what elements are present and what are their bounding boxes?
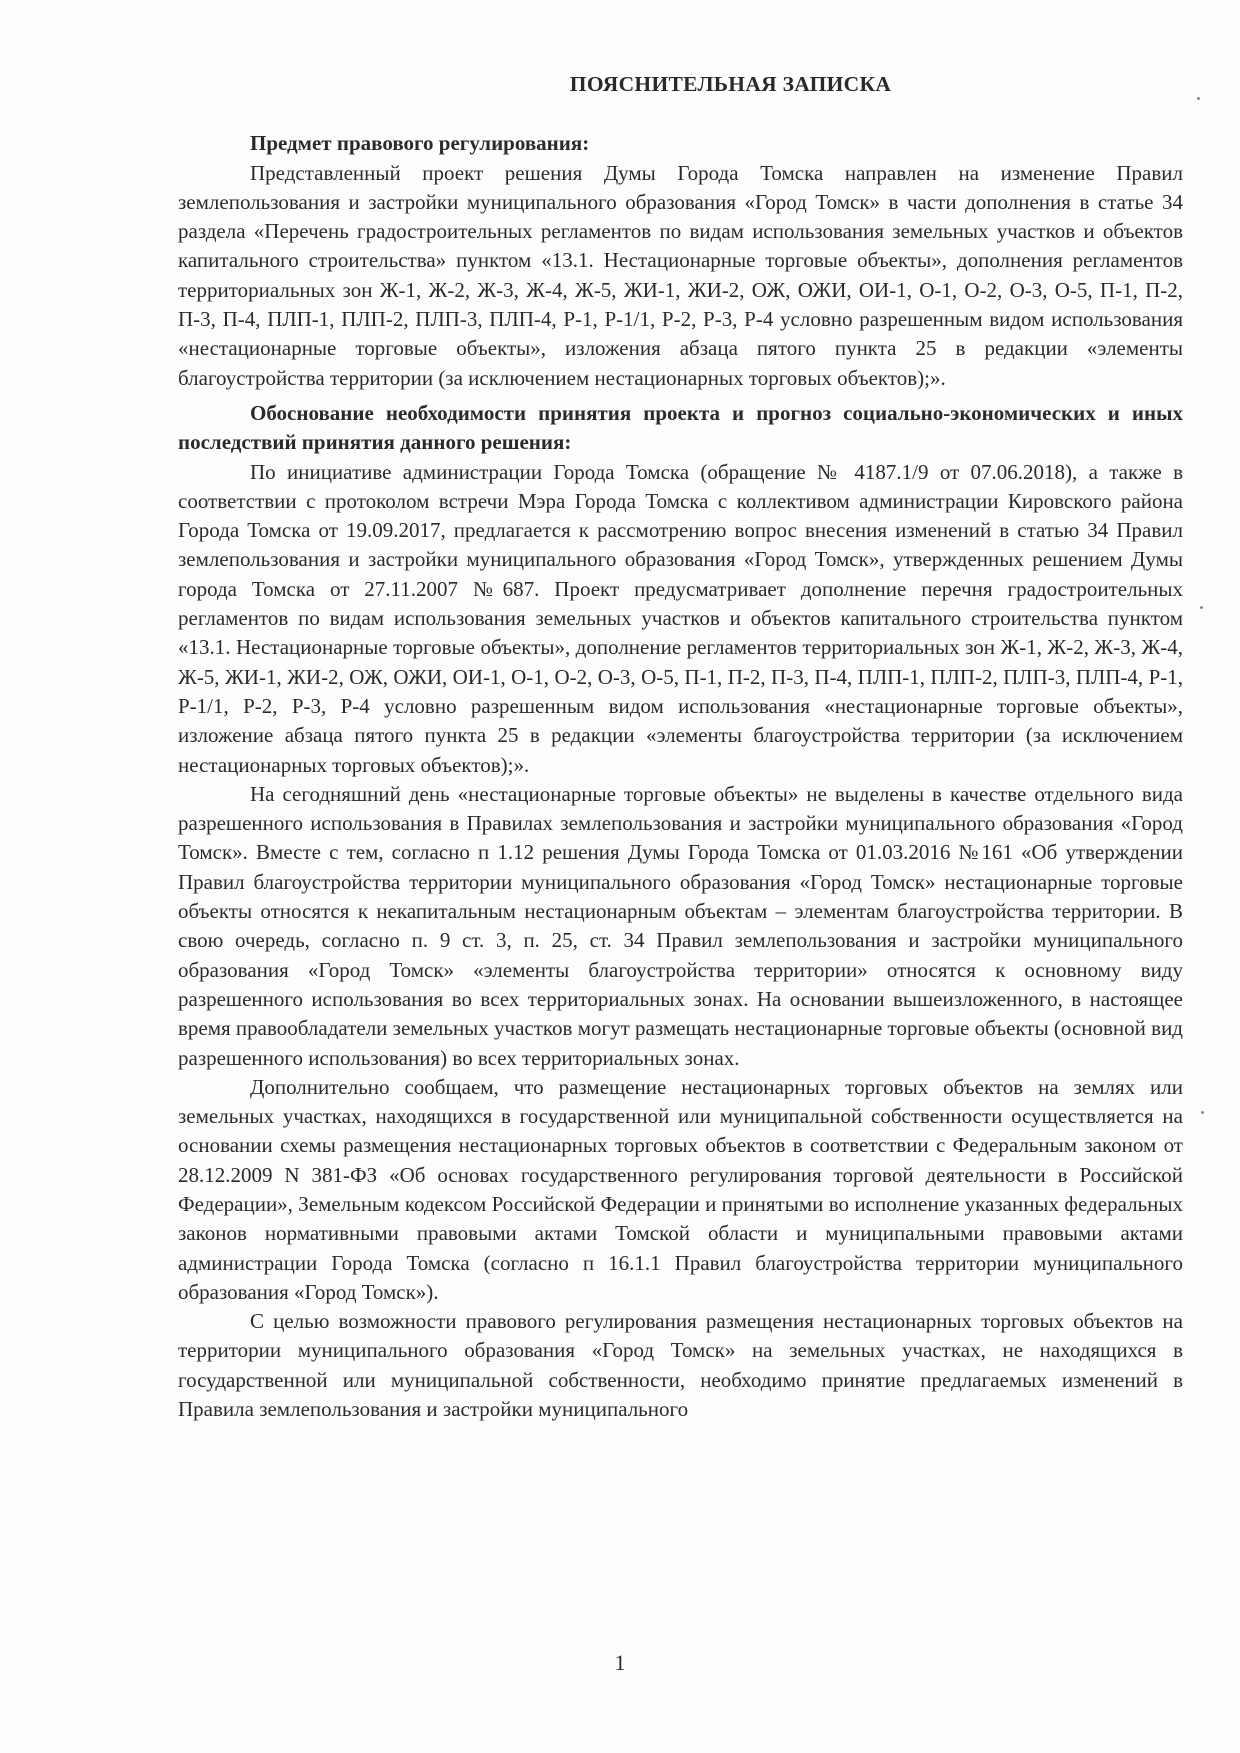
page-number: 1 xyxy=(614,1650,626,1675)
section-heading-subject: Предмет правового регулирования: xyxy=(250,131,590,156)
document-title: ПОЯСНИТЕЛЬНАЯ ЗАПИСКА xyxy=(569,72,892,96)
scan-speck xyxy=(1200,606,1203,609)
paragraph-initiative: По инициативе администрации Города Томска (обращение № 4187.1/9 от 07.06.2018), а также в соответствии с протоколом встречи Мэра Города Томска с коллективом администрации Кировского района Города Томска от 19.09.2017, предлагается к рассмотрению вопрос внесения изменений в статью 34 Правил землепользования и застройки муниципального образования «Город Томск», утвержденных решением Думы города Томска от 27.11.2007 №687. Проект предусматривает дополнение перечня градостроительных регламентов по видам использования земельных участков и объектов капитального строительства пунктом «13.1. Нестационарные торговые объекты», дополнение регламентов территориальных зон Ж-1, Ж-2, Ж-3, Ж-4, Ж-5, ЖИ-1, ЖИ-2, ОЖ, ОЖИ, ОИ-1, О-1, О-2, О-3, О-5, П-1, П-2, П-3, П-4, ПЛП-1, ПЛП-2, ПЛП-3, ПЛП-4, Р-1, Р-1/1, Р-2, Р-3, Р-4 условно разрешенным видом использования «нестационарные торговые объекты», изложение абзаца пятого пункта 25 в редакции «элементы благоустройства территории (за исключением нестационарных торговых объектов);». xyxy=(178,459,1183,777)
section-heading-justification: Обоснование необходимости принятия проекта и прогноз социально-экономических и иных последствий принятия данного решения: xyxy=(178,400,1183,455)
document-body xyxy=(178,70,1183,1424)
scan-speck xyxy=(1197,97,1200,100)
paragraph-current-state: На сегодняшний день «нестационарные торговые объекты» не выделены в качестве отдельного вида разрешенного использования в Правилах землепользования и застройки муниципального образования «Город Томск». Вместе с тем, согласно п 1.12 решения Думы Города Томска от 01.03.2016 №161 «Об утверждении Правил благоустройства территории муниципального образования «Город Томск» нестационарные торговые объекты относятся к некапитальным нестационарным объектам – элементам благоустройства территории. В свою очередь, согласно п. 9 ст. 3, п. 25, ст. 34 Правил землепользования и застройки муниципального образования «Город Томск» «элементы благоустройства территории» относятся к основному виду разрешенного использования во всех территориальных зонах. На основании вышеизложенного, в настоящее время правообладатели земельных участков могут размещать нестационарные торговые объекты (основной вид разрешенного использования) во всех территориальных зонах. xyxy=(178,781,1183,1070)
paragraph-purpose: С целью возможности правового регулирования размещения нестационарных торговых объектов на территории муниципального образования «Город Томск» на земельных участках, не находящихся в государственной или муниципальной собственности, необходимо принятие предлагаемых изменений в Правила землепользования и застройки муниципального xyxy=(178,1309,1183,1422)
paragraph-placement-scheme: Дополнительно сообщаем, что размещение нестационарных торговых объектов на землях или земельных участках, находящихся в государственной или муниципальной собственности осуществляется на основании схемы размещения нестационарных торговых объектов в соответствии с Федеральным законом от 28.12.2009 N 381-ФЗ «Об основах государственного регулирования торговой деятельности в Российской Федерации», Земельным кодексом Российской Федерации и принятыми во исполнение указанных федеральных законов нормативными правовыми актами Томской области и муниципальными правовыми актами администрации Города Томска (согласно п 16.1.1 Правил благоустройства территории муниципального образования «Город Томск»). xyxy=(178,1074,1183,1304)
scan-speck xyxy=(1201,1111,1204,1114)
paragraph-subject: Представленный проект решения Думы Города Томска направлен на изменение Правил землепользования и застройки муниципального образования «Город Томск» в части дополнения в статье 34 раздела «Перечень градостроительных регламентов по видам использования земельных участков и объектов капитального строительства» пунктом «13.1. Нестационарные торговые объекты», дополнения регламентов территориальных зон Ж-1, Ж-2, Ж-3, Ж-4, Ж-5, ЖИ-1, ЖИ-2, ОЖ, ОЖИ, ОИ-1, О-1, О-2, О-3, О-5, П-1, П-2, П-3, П-4, ПЛП-1, ПЛП-2, ПЛП-3, ПЛП-4, Р-1, Р-1/1, Р-2, Р-3, Р-4 условно разрешенным видом использования «нестационарные торговые объекты», изложения абзаца пятого пункта 25 в редакции «элементы благоустройства территории (за исключением нестационарных торговых объектов);». xyxy=(178,160,1183,390)
